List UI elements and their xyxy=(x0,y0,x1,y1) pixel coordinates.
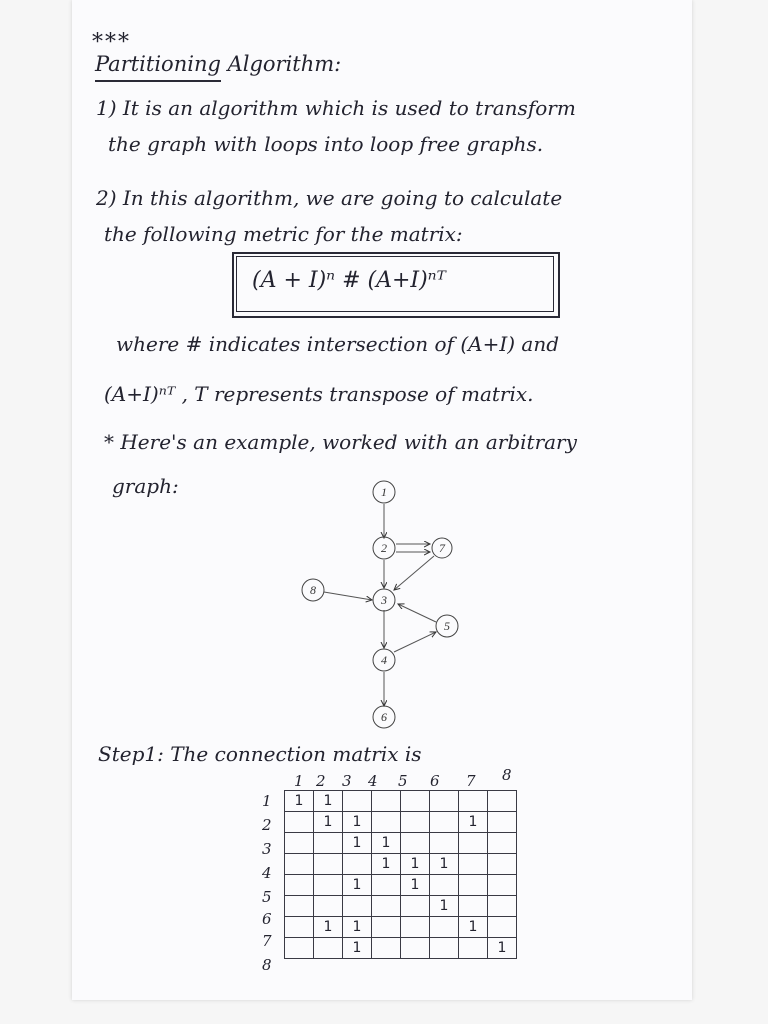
graph-node-label: 6 xyxy=(381,710,387,724)
matrix-cell xyxy=(459,938,488,959)
graph-node-1 xyxy=(373,481,395,503)
matrix-cell xyxy=(401,938,430,959)
matrix-cell xyxy=(314,938,343,959)
example-line-1: * Here's an example, worked with an arbitrary xyxy=(104,430,577,454)
graph-node-4 xyxy=(373,649,395,671)
matrix-cell xyxy=(285,854,314,875)
matrix-cell xyxy=(459,875,488,896)
matrix-cell xyxy=(343,854,372,875)
matrix-cell xyxy=(372,938,401,959)
matrix-cell xyxy=(488,812,517,833)
row-header: 8 xyxy=(262,956,272,974)
matrix-cell xyxy=(488,875,517,896)
matrix-cell xyxy=(488,833,517,854)
row-header: 1 xyxy=(262,792,272,810)
matrix-cell xyxy=(343,896,372,917)
matrix-cell xyxy=(314,875,343,896)
row-header: 6 xyxy=(262,910,272,928)
page-title: Partitioning Algorithm: xyxy=(95,52,342,76)
col-header: 7 xyxy=(466,772,476,790)
graph-diagram xyxy=(280,480,480,730)
matrix-row xyxy=(285,938,517,959)
matrix-cell xyxy=(401,812,430,833)
point-2-line-2: the following metric for the matrix: xyxy=(104,222,463,246)
matrix-cell: 1 xyxy=(343,938,372,959)
matrix-row xyxy=(285,791,517,812)
graph-node-label: 2 xyxy=(381,541,387,555)
matrix-cell xyxy=(430,938,459,959)
matrix-cell: 1 xyxy=(314,791,343,812)
matrix-cell xyxy=(285,812,314,833)
matrix-row xyxy=(285,896,517,917)
matrix-cell: 1 xyxy=(459,917,488,938)
matrix-cell xyxy=(459,854,488,875)
col-header: 2 xyxy=(316,772,326,790)
matrix-cell: 1 xyxy=(343,833,372,854)
graph-node-label: 4 xyxy=(381,653,387,667)
matrix-cell: 1 xyxy=(285,791,314,812)
col-header: 6 xyxy=(430,772,440,790)
col-header: 4 xyxy=(368,772,378,790)
star-marks: *** xyxy=(92,30,131,55)
row-header: 5 xyxy=(262,888,272,906)
matrix-row xyxy=(285,854,517,875)
col-header: 8 xyxy=(502,766,512,784)
title-underline xyxy=(95,80,221,82)
matrix-cell xyxy=(372,791,401,812)
matrix-cell: 1 xyxy=(343,917,372,938)
matrix-cell xyxy=(488,791,517,812)
matrix-cell xyxy=(430,812,459,833)
matrix-cell xyxy=(401,833,430,854)
matrix-row xyxy=(285,875,517,896)
point-1-line-2: the graph with loops into loop free graphs. xyxy=(108,132,544,156)
graph-node-5 xyxy=(436,615,458,637)
matrix-cell: 1 xyxy=(343,875,372,896)
matrix-row xyxy=(285,917,517,938)
matrix-cell xyxy=(430,917,459,938)
where-line-1: where # indicates intersection of (A+I) and xyxy=(116,332,559,356)
col-header: 5 xyxy=(398,772,408,790)
matrix-cell xyxy=(314,854,343,875)
graph-node-8 xyxy=(302,579,324,601)
matrix-cell xyxy=(488,896,517,917)
matrix-cell xyxy=(401,791,430,812)
matrix-cell xyxy=(372,917,401,938)
graph-node-label: 8 xyxy=(310,583,316,597)
graph-node-6 xyxy=(373,706,395,728)
matrix-cell xyxy=(372,875,401,896)
matrix-cell xyxy=(488,854,517,875)
col-header: 3 xyxy=(342,772,352,790)
matrix-cell xyxy=(459,896,488,917)
matrix-cell xyxy=(372,812,401,833)
graph-node-label: 3 xyxy=(381,593,387,607)
matrix-cell: 1 xyxy=(488,938,517,959)
row-header: 4 xyxy=(262,864,272,882)
matrix-cell: 1 xyxy=(430,896,459,917)
matrix-cell xyxy=(459,833,488,854)
matrix-cell: 1 xyxy=(372,833,401,854)
matrix-cell xyxy=(488,917,517,938)
row-header: 3 xyxy=(262,840,272,858)
matrix-cell xyxy=(314,896,343,917)
matrix-cell xyxy=(459,791,488,812)
matrix-cell xyxy=(430,791,459,812)
matrix-cell: 1 xyxy=(314,812,343,833)
graph-node-2 xyxy=(373,537,395,559)
matrix-cell xyxy=(285,917,314,938)
connection-matrix xyxy=(284,790,517,959)
matrix-cell: 1 xyxy=(343,812,372,833)
col-header: 1 xyxy=(294,772,304,790)
graph-node-3 xyxy=(373,589,395,611)
example-line-2: graph: xyxy=(112,474,179,498)
matrix-cell xyxy=(372,896,401,917)
matrix-cell: 1 xyxy=(401,854,430,875)
matrix-cell xyxy=(285,875,314,896)
matrix-cell: 1 xyxy=(401,875,430,896)
graph-node-label: 5 xyxy=(444,619,450,633)
matrix-cell xyxy=(285,938,314,959)
matrix-cell xyxy=(430,833,459,854)
point-1-line-1: 1) It is an algorithm which is used to transform xyxy=(96,96,576,120)
matrix-cell: 1 xyxy=(372,854,401,875)
row-header: 7 xyxy=(262,932,272,950)
matrix-row xyxy=(285,812,517,833)
step-1-label: Step1: The connection matrix is xyxy=(98,742,422,766)
matrix-cell: 1 xyxy=(314,917,343,938)
matrix-cell: 1 xyxy=(430,854,459,875)
point-2-line-1: 2) In this algorithm, we are going to calculate xyxy=(96,186,563,210)
matrix-cell xyxy=(401,896,430,917)
matrix-cell xyxy=(401,917,430,938)
graph-node-7 xyxy=(432,538,452,558)
graph-node-label: 1 xyxy=(381,485,387,499)
matrix-cell xyxy=(285,896,314,917)
matrix-row xyxy=(285,833,517,854)
matrix-cell xyxy=(343,791,372,812)
where-line-2: (A+I)ⁿᵀ , T represents transpose of matrix. xyxy=(104,382,534,406)
matrix-cell xyxy=(314,833,343,854)
graph-node-label: 7 xyxy=(439,541,445,555)
matrix-cell: 1 xyxy=(459,812,488,833)
row-header: 2 xyxy=(262,816,272,834)
formula: (A + I)ⁿ # (A+I)ⁿᵀ xyxy=(252,268,446,293)
matrix-cell xyxy=(430,875,459,896)
matrix-cell xyxy=(285,833,314,854)
